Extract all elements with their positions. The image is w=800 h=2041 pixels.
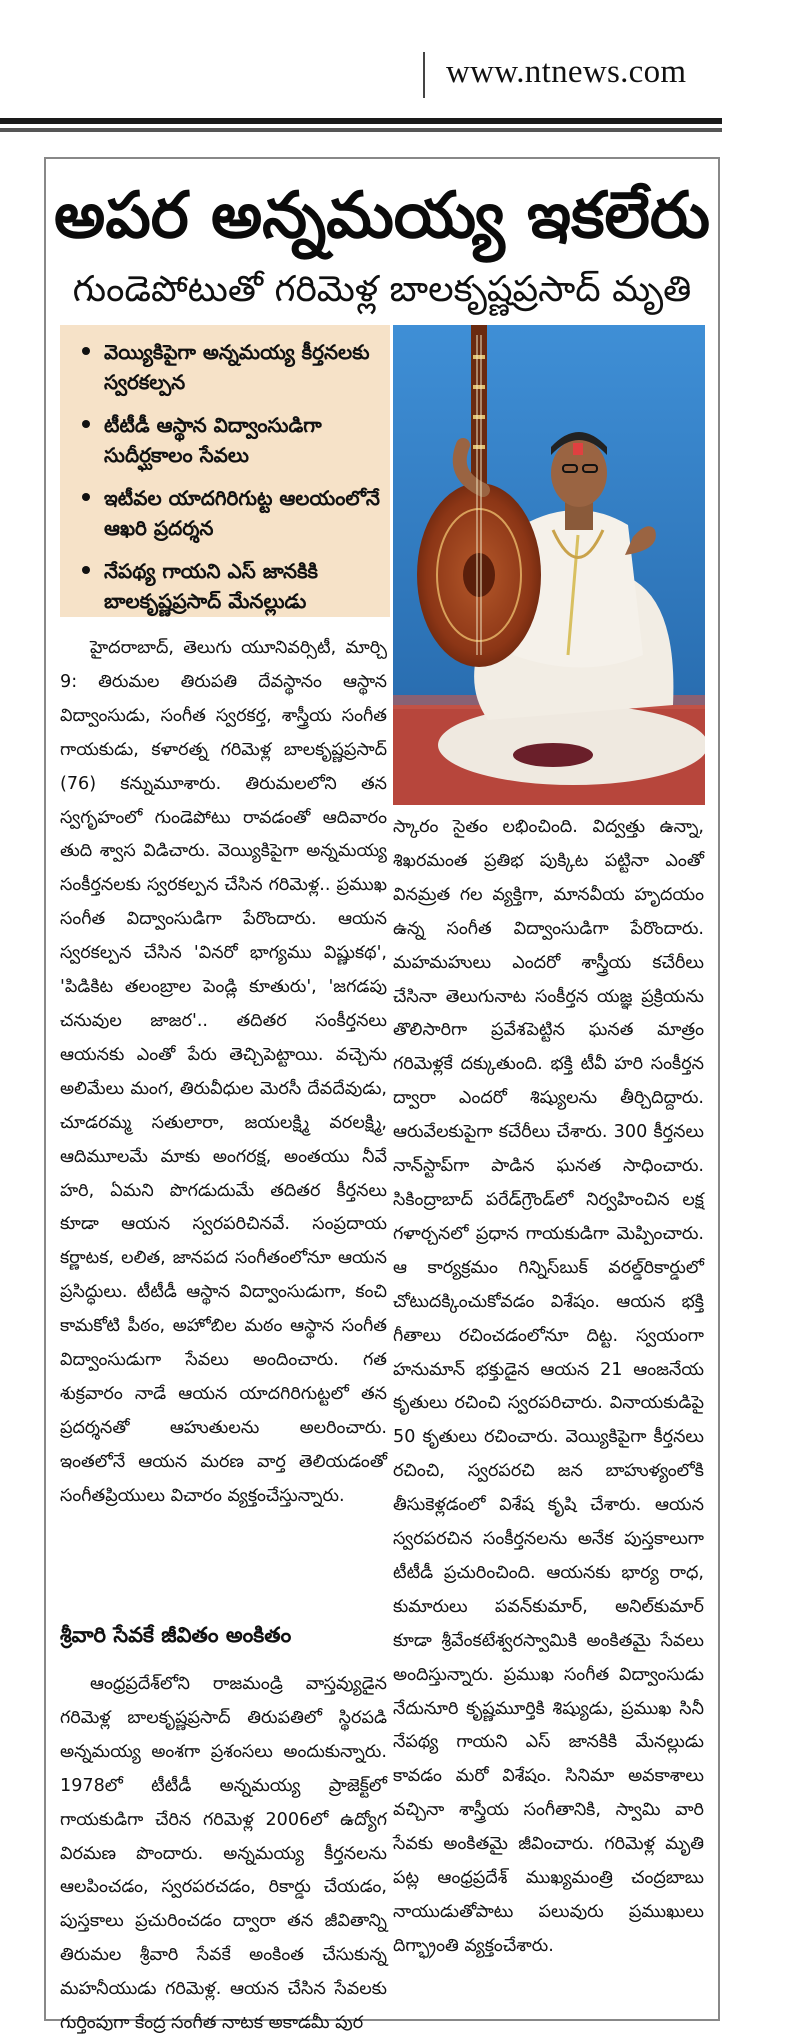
headline: అపర అన్నమయ్య ఇకలేరు: [54, 179, 710, 253]
musician-photo: [393, 325, 705, 805]
highlight-item: ఇటీవల యాదగిరిగుట్ట ఆలయంలోనే ఆఖరి ప్రదర్శన: [82, 483, 380, 543]
highlight-item: టీటీడీ ఆస్థాన విద్వాంసుడిగా సుదీర్ఘకాలం సేవలు: [82, 410, 380, 470]
body-paragraph: హైదరాబాద్, తెలుగు యూనివర్సిటీ, మార్చి 9: తిరుమల తిరుపతి దేవస్థానం ఆస్థాన విద్వాంసుడు, సంగీత స్వరకర్త, శాస్త్రీయ సంగీత గాయకుడు, కళారత్న గరిమెళ్ల బాలకృష్ణప్రసాద్ (76) కన్నుమూశారు. తిరుమలలోని తన స్వగృహంలో గుండెపోటు రావడంతో ఆదివారం తుది శ్వాస విడిచారు. వెయ్యికిపైగా అన్నమయ్య సంకీర్తనలకు స్వరకల్పన చేసిన గరిమెళ్ల.. ప్రముఖ సంగీత విద్వాంసుడిగా పేరొందారు. ఆయన స్వరకల్పన చేసిన 'వినరో భాగ్యము విష్ణుకథ', 'పిడికిట తలంబ్రాల పెండ్లి కూతురు', 'జగడపు చనువుల జాజర'.. తదితర సంకీర్తనలు ఆయనకు ఎంతో పేరు తెచ్చిపెట్టాయి. వచ్చెను అలిమేలు మంగ, తిరువీధుల మెరసీ దేవదేవుడు, చూడరమ్మ సతులారా, జయలక్ష్మి వరలక్ష్మి, ఆదిమూలమే మాకు అంగరక్ష, అంతయు నీవే హరి, ఏమని పొగడుదుమే తదితర కీర్తనలు కూడా ఆయన స్వరపరిచినవే. సంప్రదాయ కర్ణాటక, లలిత, జానపద సంగీతంలోనూ ఆయన ప్రసిద్ధులు. టీటీడీ ఆస్థాన విద్వాంసుడుగా, కంచి కామకోటి పీఠం, అహోబిల మఠం ఆస్థాన సంగీత విద్వాంసుడుగా సేవలు అందించారు. గత శుక్రవారం నాడే ఆయన యాదగిరిగుట్టలో తన ప్రదర్శనతో ఆహుతులను అలరించారు. ఇంతలోనే ఆయన మరణ వార్త తెలియడంతో సంగీతప్రియులు విచారం వ్యక్తంచేస్తున్నారు.: [60, 638, 387, 1506]
bullet-icon: [82, 347, 90, 355]
site-url: www.ntnews.com: [446, 54, 687, 90]
highlights-box: [60, 325, 390, 617]
body-paragraph: ఆంధ్రప్రదేశ్‌లోని రాజమండ్రి వాస్తవ్యుడైన గరిమెళ్ల బాలకృష్ణప్రసాద్ తిరుపతిలో స్థిరపడి అన్నమయ్య అంశగా ప్రశంసలు అందుకున్నారు. 1978లో టీటీడీ అన్నమయ్య ప్రాజెక్ట్‌లో గాయకుడిగా చేరిన గరిమెళ్ల 2006లో ఉద్యోగ విరమణ పొందారు. అన్నమయ్య కీర్తనలను ఆలపించడం, స్వరపరచడం, రికార్డు చేయడం, పుస్తకాలు ప్రచురించడం ద్వారా తన జీవితాన్ని తిరుమల శ్రీవారి సేవకే అంకింత చేసుకున్న మహనీయుడు గరిమెళ్ల. ఆయన చేసిన సేవలకు గుర్తింపుగా కేంద్ర సంగీత నాటక అకాడమీ పుర: [60, 1674, 387, 2034]
highlights-list: [60, 325, 390, 616]
masthead-rule-thick: [0, 118, 722, 124]
article-body-column-1: [60, 632, 387, 1514]
masthead-divider: [423, 52, 425, 98]
highlight-item: నేపథ్య గాయని ఎస్ జానకికి బాలకృష్ణప్రసాద్ మేనల్లుడు: [82, 556, 380, 616]
musician-illustration: [393, 325, 705, 805]
bullet-icon: [82, 420, 90, 428]
subheadline: గుండెపోటుతో గరిమెళ్ల బాలకృష్ణప్రసాద్ మృతి: [72, 269, 692, 310]
article-body-column-1-continued: [60, 1668, 387, 2041]
masthead-rule-thin: [0, 128, 722, 132]
body-paragraph: స్కారం సైతం లభించింది. విద్వత్తు ఉన్నా, శిఖరమంత ప్రతిభ పుక్కిట పట్టినా ఎంతో వినమ్రత గల వ్యక్తిగా, మానవీయ హృదయం ఉన్న సంగీత విద్వాంసుడిగా పేరొందారు. మహమహులు ఎందరో శాస్త్రీయ కచేరీలు చేసినా తెలుగునాట సంకీర్తన యజ్ఞ ప్రక్రియను తొలిసారిగా ప్రవేశపెట్టిన ఘనత మాత్రం గరిమెళ్లకే దక్కుతుంది. భక్తి టీవీ హరి సంకీర్తన ద్వారా ఎందరో శిష్యులను తీర్చిదిద్దారు. ఆరువేలకుపైగా కచేరీలు చేశారు. 300 కీర్తనలు నాన్‌స్టాప్‌గా పాడిన ఘనత సాధించారు. సికింద్రాబాద్ పరేడ్‌గ్రౌండ్‌లో నిర్వహించిన లక్ష గళార్చనలో ప్రధాన గాయకుడిగా మెప్పించారు. ఆ కార్యక్రమం గిన్నిస్‌బుక్ వరల్డ్‌రికార్డులో చోటుదక్కించుకోవడం విశేషం. ఆయన భక్తి గీతాలు రచించడంలోనూ దిట్ట. స్వయంగా హనుమాన్ భక్తుడైన ఆయన 21 ఆంజనేయ కృతులు రచించి స్వరపరిచారు. వినాయకుడిపై 50 కృతులు రచించారు. వెయ్యికిపైగా కీర్తనలు రచించి, స్వరపరచి జన బాహుళ్యంలోకి తీసుకెళ్లడంలో విశేష కృషి చేశారు. ఆయన స్వరపరచిన సంకీర్తనలను అనేక పుస్తకాలుగా టీటీడీ ప్రచురించింది. ఆయనకు భార్య రాధ, కుమారులు పవన్‌కుమార్, అనిల్‌కుమార్ కూడా శ్రీవేంకటేశ్వరస్వామికి అంకితమై సేవలు అందిస్తున్నారు. ప్రముఖ సంగీత విద్వాంసుడు నేదునూరి కృష్ణమూర్తికి శిష్యుడు, ప్రముఖ సినీ నేపథ్య గాయని ఎస్ జానకికి మేనల్లుడు కావడం మరో విశేషం. సినిమా అవకాశాలు వచ్చినా శాస్త్రీయ సంగీతానికి, స్వామి వారి సేవకు అంకితమై జీవించారు. గరిమెళ్ల మృతి పట్ల ఆంధ్రప్రదేశ్ ముఖ్యమంత్రి చంద్రబాబు నాయుడుతోపాటు పలువురు ప్రముఖులు దిగ్భ్రాంతి వ్యక్తంచేశారు.: [393, 817, 704, 1956]
bullet-icon: [82, 566, 90, 574]
article-body-column-2: [393, 811, 704, 1964]
section-heading: శ్రీవారి సేవకే జీవితం అంకితం: [60, 1623, 292, 1647]
highlight-item: వెయ్యికిపైగా అన్నమయ్య కీర్తనలకు స్వరకల్పన: [82, 337, 380, 397]
bullet-icon: [82, 493, 90, 501]
